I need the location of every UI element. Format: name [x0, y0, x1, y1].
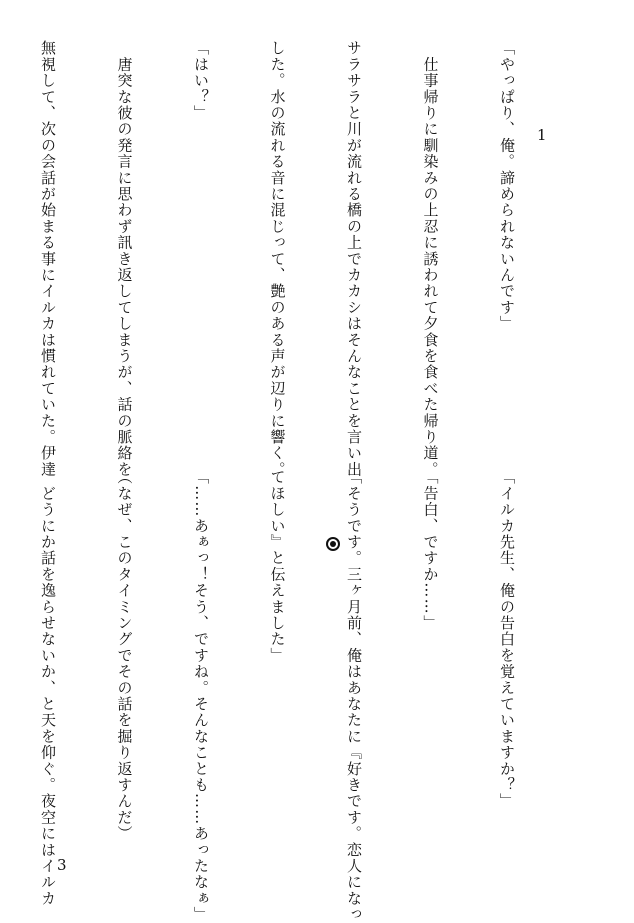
text-line: （なぜ、このタイミングでその話を掘り返すんだ）: [115, 469, 134, 842]
text-line: どうにか話を逸らせないか、と天を仰ぐ。夜空にはイルカ: [39, 469, 57, 907]
text-line: 「イルカ先生、俺の告白を覚えていますか？」: [498, 469, 516, 810]
text-block-top: [0, 40, 570, 478]
text-block-bottom: [0, 469, 570, 923]
text-line: 「……あぁっ！そう、ですね。そんなことも……あったなぁ」: [192, 469, 210, 923]
text-line: 「告白、ですか……」: [421, 469, 440, 631]
text-line: した。水の流れる音に混じって、艶のある声が辺りに響く。: [268, 40, 287, 478]
text-line: 「やっぱり、俺。諦められないんです」: [498, 40, 516, 332]
text-line: 仕事帰りに馴染みの上忍に誘われて夕食を食べた帰り道。: [421, 40, 440, 478]
chapter-number: 1: [537, 126, 547, 144]
text-line: てほしい』と伝えました」: [268, 469, 287, 664]
text-line: サラサラと川が流れる橋の上でカカシはそんなことを言い出: [345, 40, 363, 478]
text-line: 「はい？」: [192, 40, 210, 121]
text-line: 唐突な彼の発言に思わず訊き返してしまうが、話の脈絡を: [115, 40, 134, 478]
text-line: 無視して、次の会話が始まる事にイルカは慣れていた。伊達: [39, 40, 57, 478]
page-number: 3: [57, 856, 67, 874]
text-line: 「そうです。三ヶ月前、俺はあなたに『好きです。恋人になっ: [345, 469, 363, 923]
